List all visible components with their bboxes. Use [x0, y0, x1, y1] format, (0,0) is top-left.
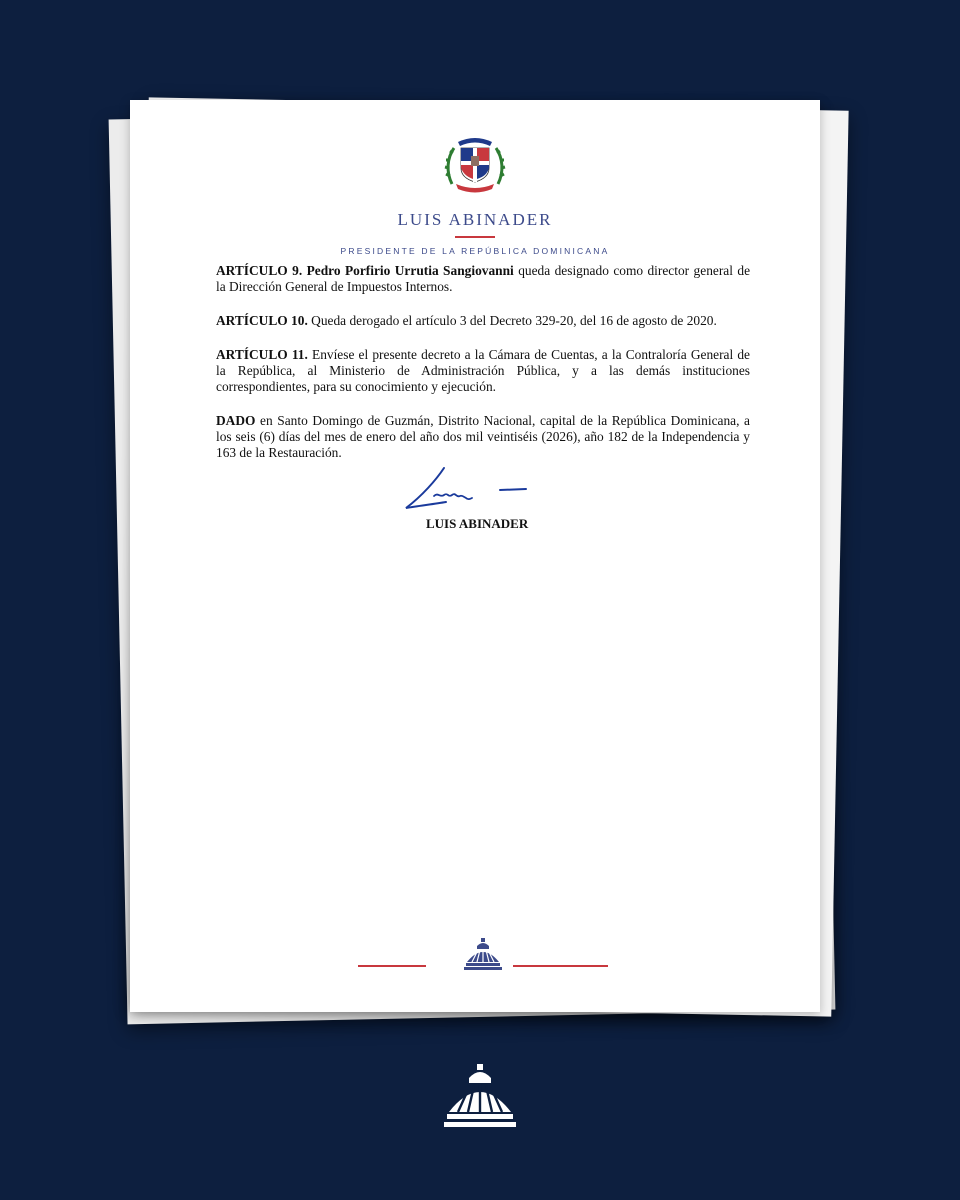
article-heading: ARTÍCULO 10.: [216, 313, 308, 328]
decree-page: [130, 100, 820, 1012]
letterhead-name: LUIS ABINADER: [397, 210, 553, 229]
decree-body: [216, 263, 750, 479]
letterhead-divider: [455, 236, 495, 238]
footer-rule-right: [513, 965, 608, 967]
page-footer: [358, 938, 608, 978]
article-text: queda designado como director general de la Dirección General de Impuestos Internos.: [216, 263, 751, 294]
article-text: Envíese el presente decreto a la Cámara de Cuentas, a la Contraloría General de la República, al Ministerio de Administración Pública, y a las demás instituciones correspondientes, para su conocimiento y ejecución.: [216, 347, 750, 394]
palace-dome-icon: [464, 938, 502, 970]
coat-of-arms-icon: [444, 134, 506, 194]
handwritten-signature: [400, 462, 540, 518]
letterhead: [130, 134, 820, 256]
dado-clause: [216, 413, 750, 461]
article-9: [216, 263, 750, 295]
article-10: [216, 313, 750, 329]
footer-rule-left: [358, 965, 426, 967]
article-heading: DADO: [216, 413, 256, 428]
article-text: en Santo Domingo de Guzmán, Distrito Nacional, capital de la República Dominicana, a los seis (6) días del mes de enero del año dos mil veintiséis (2026), año 182 de la Independencia y 163 de la Restauración.: [216, 413, 750, 460]
article-heading: ARTÍCULO 9. Pedro Porfirio Urrutia Sangiovanni: [216, 263, 514, 278]
article-text: Queda derogado el artículo 3 del Decreto 329-20, del 16 de agosto de 2020.: [307, 313, 717, 328]
letterhead-title: PRESIDENTE DE LA REPÚBLICA DOMINICANA: [340, 246, 610, 256]
palace-dome-icon: [444, 1064, 516, 1130]
article-11: [216, 347, 750, 395]
article-heading: ARTÍCULO 11.: [216, 347, 308, 362]
signer-name: LUIS ABINADER: [426, 516, 529, 531]
